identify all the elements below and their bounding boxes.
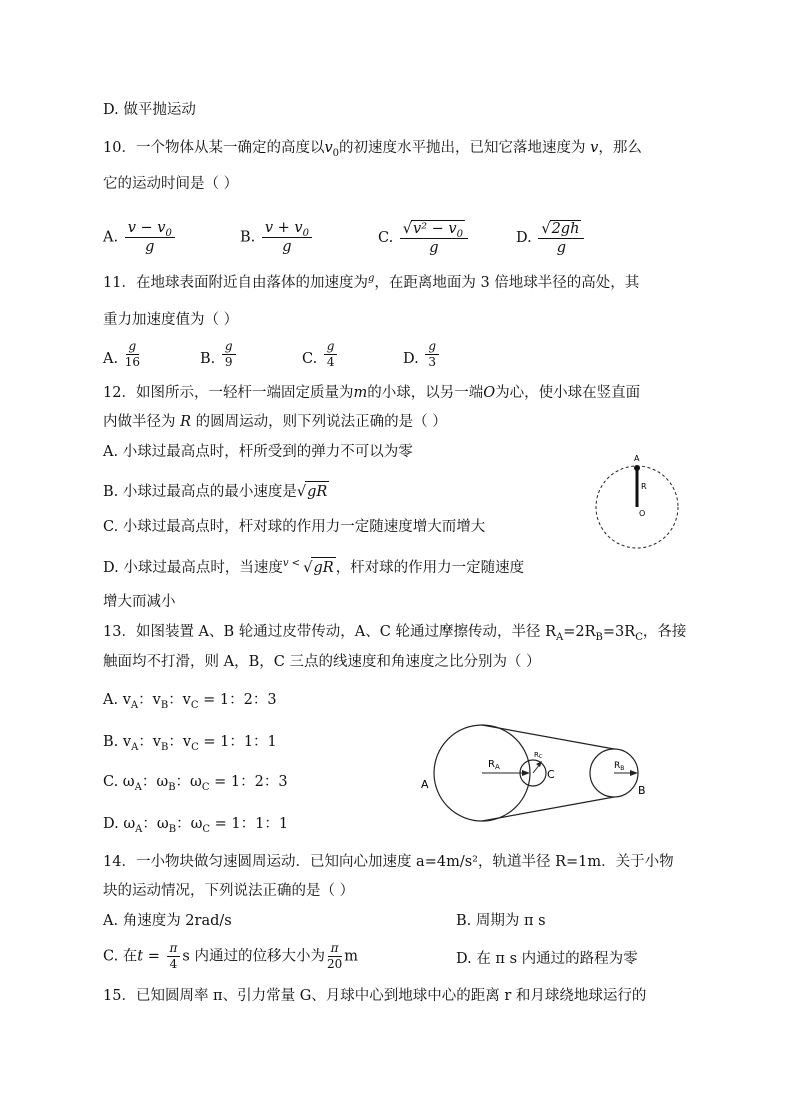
q14-option-b: B. 周期为 π s bbox=[456, 913, 546, 929]
q13-label-rc: RC bbox=[534, 751, 543, 760]
q13-label-ra: $R_A$ bbox=[488, 759, 500, 771]
q12-option-c: C. 小球过最高点时，杆对球的作用力一定随速度增大而增大 bbox=[103, 519, 486, 535]
q13-stem-line1: 13．如图装置 A、B 轮通过皮带传动，A、C 轮通过摩擦传动，半径 $R_A=2R_B=3R_C$，各接 bbox=[103, 624, 687, 643]
q9-option-d: D. 做平抛运动 bbox=[103, 102, 196, 118]
q13-label-c: C bbox=[547, 768, 555, 781]
q13-arrow-b bbox=[630, 770, 638, 776]
q13-figure bbox=[418, 722, 658, 828]
q10-stem-line2: 它的运动时间是（ ） bbox=[103, 176, 239, 192]
q13-option-a: A. $v_A$：$v_B$：$v_C = 1$：2：3 bbox=[103, 692, 277, 711]
q14-stem-line1: 14．一小物块做匀速圆周运动．已知向心加速度 a=4m/s²，轨道半径 R=1m．关于小物 bbox=[103, 854, 674, 870]
q10-option-c: C. $\frac{√v^2 - v_0}{g}$ bbox=[378, 220, 470, 256]
q11-option-a: A. $\frac{g}{16}$ bbox=[103, 339, 140, 369]
q12-option-d-line1: D. 小球过最高点时，当速度$^{v <}$ √gR ，杆对球的作用力一定随速度 bbox=[103, 558, 525, 576]
q12-option-a: A. 小球过最高点时，杆所受到的弹力不可以为零 bbox=[103, 444, 413, 460]
q14-option-a: A. 角速度为 2rad/s bbox=[103, 913, 232, 929]
q12-option-b: B. 小球过最高点的最小速度是√gR bbox=[103, 481, 329, 502]
q12-figure bbox=[593, 450, 693, 552]
q13-arrow-a bbox=[522, 770, 530, 776]
q12-label-r: R bbox=[641, 482, 647, 491]
q13-belt-top bbox=[482, 725, 614, 749]
q10-option-b: B. $\frac{v + v_0}{g}$ bbox=[240, 220, 314, 255]
q11-option-c: C. $\frac{g}{4}$ bbox=[302, 340, 339, 369]
q13-stem-line2: 触面均不打滑，则 A，B，C 三点的线速度和角速度之比分别为（ ） bbox=[103, 654, 541, 670]
q13-option-c: C. $\omega_A$：$\omega_B$：$\omega_C = 1$：2：3 bbox=[103, 774, 288, 793]
q11-stem-line2: 重力加速度值为（ ） bbox=[103, 312, 239, 328]
q10-stem-line1: 10．一个物体从某一确定的高度以$v_0$的初速度水平抛出，已知它落地速度为 v，那么 bbox=[103, 140, 642, 159]
q14-stem-line2: 块的运动情况，下列说法正确的是（ ） bbox=[103, 883, 355, 899]
q12-stem-line2: 内做半径为 R 的圆周运动，则下列说法正确的是（ ） bbox=[103, 414, 447, 430]
q14-option-d: D. 在 π s 内通过的路程为零 bbox=[456, 951, 638, 967]
q12-label-a: A bbox=[634, 454, 640, 463]
q12-ball bbox=[634, 465, 640, 471]
q13-belt-bottom bbox=[482, 797, 614, 821]
q14-option-c: C. 在t = $\frac{\pi}{4}$ s 内通过的位移大小为 $\frac{\pi}{20}$ m bbox=[103, 941, 358, 971]
q15-stem-line1: 15．已知圆周率 π、引力常量 G、月球中心到地球中心的距离 r 和月球绕地球运行的 bbox=[103, 988, 647, 1004]
q12-label-o: O bbox=[639, 509, 646, 518]
q10-option-a: A. $\frac{v - v_0}{g}$ bbox=[103, 220, 177, 255]
q12-stem-line1: 12．如图所示，一轻杆一端固定质量为m的小球，以另一端O为心，使小球在竖直面 bbox=[103, 385, 641, 401]
q13-option-d: D. $\omega_A$：$\omega_B$：$\omega_C = 1$：1：1 bbox=[103, 816, 289, 835]
q12-option-d-line2: 增大而减小 bbox=[103, 594, 176, 610]
q13-label-a: A bbox=[421, 778, 429, 791]
q13-option-b: B. $v_A$：$v_B$：$v_C = 1$：1：1 bbox=[103, 734, 277, 753]
q11-stem-line1: 11．在地球表面附近自由落体的加速度为$^g$，在距离地面为 3 倍地球半径的高处，其 bbox=[103, 273, 640, 291]
q10-option-d: D. $\frac{√2gh}{g}$ bbox=[516, 220, 586, 256]
q11-option-b: B. $\frac{g}{9}$ bbox=[200, 340, 238, 369]
q13-label-b: B bbox=[638, 784, 646, 797]
q13-label-rb: $R_B$ bbox=[614, 761, 625, 772]
q11-option-d: D. $\frac{g}{3}$ bbox=[403, 340, 441, 369]
